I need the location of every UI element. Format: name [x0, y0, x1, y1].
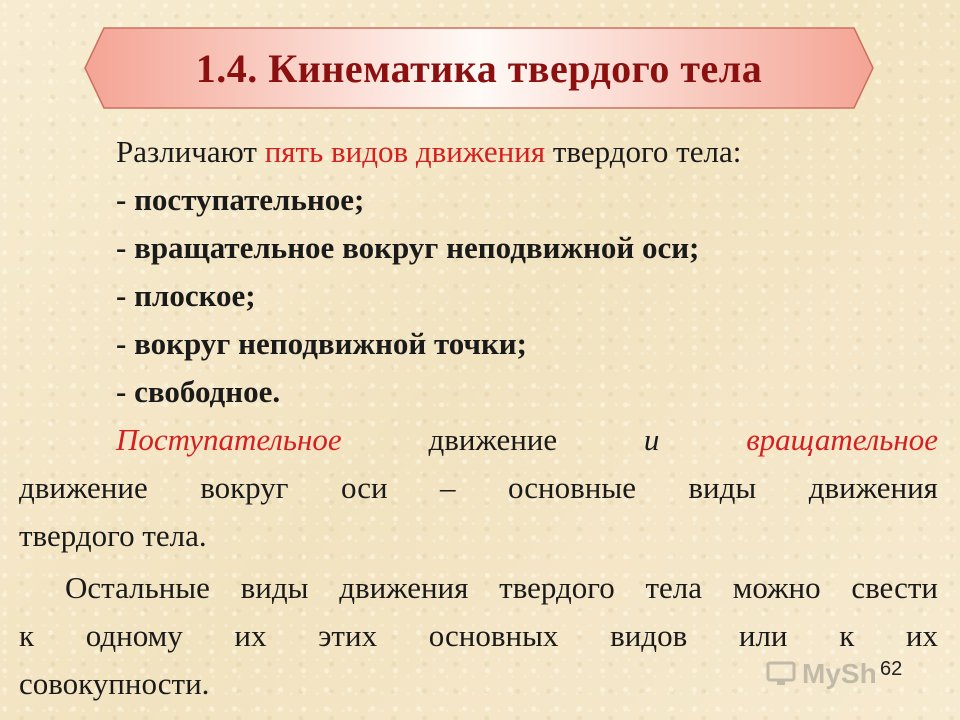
- word: или: [738, 618, 788, 653]
- word: видов: [610, 618, 688, 653]
- slide-content: [19, 128, 938, 708]
- word: движения: [339, 570, 469, 605]
- type-item: - вращательное вокруг неподвижной оси;: [116, 230, 700, 265]
- monitor-icon: [766, 661, 796, 687]
- word: к: [19, 618, 35, 653]
- word: движение: [19, 470, 148, 505]
- slide-title: 1.4. Кинематика твердого тела: [195, 45, 763, 91]
- word: Остальные: [65, 570, 210, 605]
- word: вокруг: [200, 470, 289, 505]
- word: –: [440, 470, 456, 505]
- para2-line3: совокупности.: [19, 666, 210, 701]
- word: виды: [688, 470, 757, 505]
- word: и: [643, 422, 660, 457]
- word: тела: [645, 570, 702, 605]
- word: к: [839, 618, 855, 653]
- para1-line3: твердого тела.: [19, 518, 207, 553]
- para1-line1: [19, 416, 938, 464]
- page-number: 62: [880, 658, 903, 680]
- word: твердого: [499, 570, 615, 605]
- intro-suffix: твердого тела:: [545, 134, 742, 169]
- intro-highlight: пять видов движения: [264, 134, 546, 169]
- word: этих: [318, 618, 378, 653]
- word: их: [905, 618, 938, 653]
- intro-line: [19, 128, 938, 176]
- type-item: - свободное.: [116, 374, 281, 409]
- word: можно: [732, 570, 821, 605]
- title-banner: [84, 27, 874, 109]
- type-item: - поступательное;: [116, 182, 365, 217]
- word-translational: Поступательное: [116, 422, 342, 457]
- word: движения: [808, 470, 938, 505]
- para2-line2: [19, 612, 938, 660]
- word: оси: [340, 470, 388, 505]
- para2-line1: [19, 564, 938, 612]
- word: движение: [428, 422, 558, 457]
- intro-prefix: Различают: [116, 134, 265, 169]
- word: виды: [240, 570, 309, 605]
- type-item: - вокруг неподвижной точки;: [116, 326, 527, 361]
- word-rotational: вращательное: [746, 422, 938, 457]
- word: основных: [428, 618, 559, 653]
- word: свести: [851, 570, 938, 605]
- word: их: [234, 618, 267, 653]
- word: основные: [508, 470, 636, 505]
- watermark-text: MySh: [802, 658, 877, 689]
- para1-line2: [19, 464, 938, 512]
- word: одному: [85, 618, 183, 653]
- type-item: - плоское;: [116, 278, 256, 313]
